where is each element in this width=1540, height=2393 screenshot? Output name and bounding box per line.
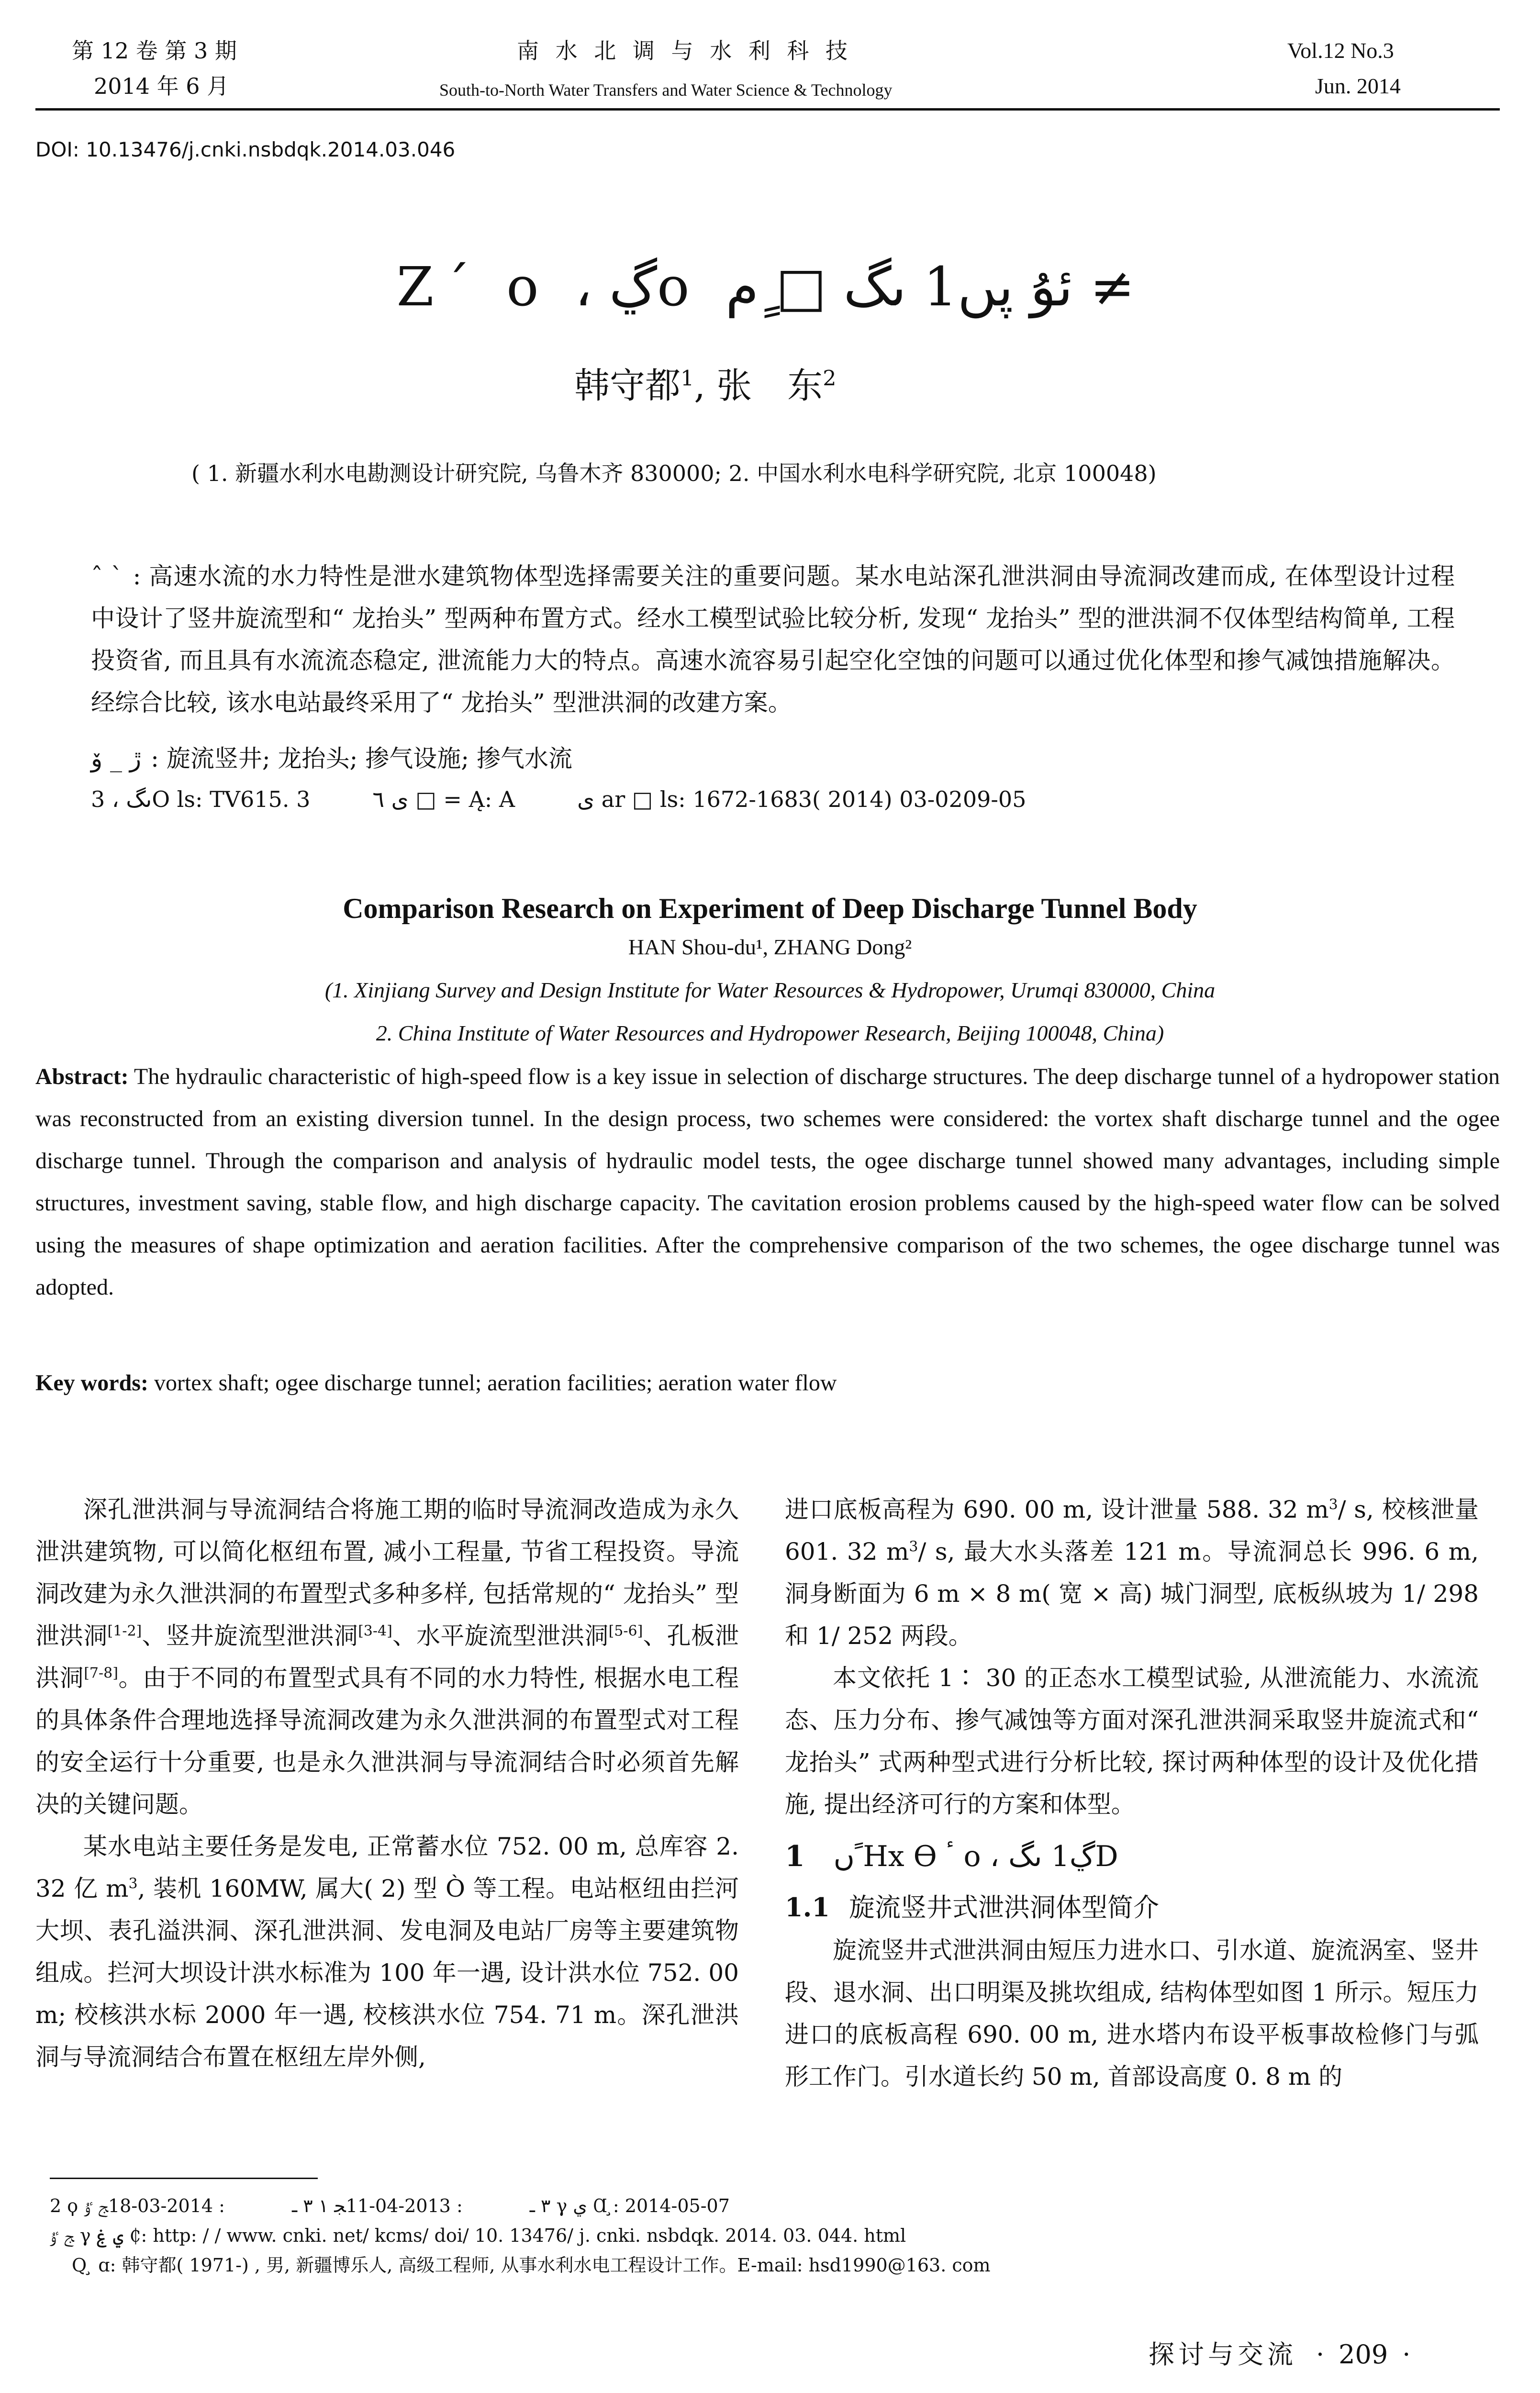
body-right-column (785, 1488, 1479, 2098)
authors-cn (574, 362, 837, 410)
english-title: Comparison Research on Experiment of Deep Discharge Tunnel Body (343, 893, 1197, 924)
section-1-heading (785, 1830, 1479, 1883)
footnote-label: ﺞ ﯝ γ ي ۼ ₵ (50, 2225, 141, 2246)
keywords-cn-text: : 旋流竖井; 龙抬头; 掺气设施; 掺气水流 (151, 745, 573, 772)
footnote-label: ﺞ ﯝ γ ي Ɑ ̧ (84, 2195, 613, 2216)
author-1-sup: 1 (681, 366, 694, 391)
journal-title-cn: 南 水 北 调 与 水 利 科 技 (517, 38, 852, 64)
english-affiliation-2: 2. China Institute of Water Resources and Hydropower Research, Beijing 100048, China) (376, 1021, 1164, 1045)
footnote-text: : 2014-05-07 (613, 2195, 730, 2216)
classification-line (91, 780, 1026, 818)
body-left-column (35, 1488, 739, 2078)
citation: [5-6] (608, 1622, 643, 1640)
body-text: 、孔板泄洪洞 (35, 1622, 739, 1692)
body-paragraph-5: 旋流竖井式泄洪洞由短压力进水口、引水道、旋流涡室、竖井段、退水洞、出口明渠及挑坎组成, 结构体型如图 1 所示。短压力进口的底板高程 690. 00 m, 进水塔内布设平板事故检修门与弧形工作门。引水道长约 50 m, 首部设高度 0. 8 m 的 (785, 1936, 1479, 2091)
footnote-label: 2 ϙ ٣ ـ (50, 2195, 551, 2216)
body-text: / s, 校核泄量 601. 32 m (785, 1496, 1479, 1566)
citation: [1-2] (107, 1622, 142, 1640)
header-rule (35, 108, 1500, 111)
journal-date: 2014 年 6 月 (94, 73, 229, 99)
section-number: 1 (785, 1840, 805, 1873)
abstract-cn-label: ˆ ˋ (91, 562, 123, 590)
article-id-label: ى ar □ ls (577, 786, 679, 812)
author-sep: , (694, 365, 717, 406)
footnote-rule (50, 2178, 318, 2179)
doc-code-label: ى ٦ □ = Ą (372, 786, 485, 812)
superscript: 3 (128, 1875, 138, 1892)
body-text: 深孔泄洪洞与导流洞结合将施工期的临时导流洞改造成为永久泄洪建筑物, 可以简化枢纽布置, 减小工程量, 节省工程投资。导流洞改建为永久泄洪洞的布置型式多种多样, 包括常规的“ 龙抬头” 型泄洪洞 (35, 1496, 739, 1650)
body-paragraph-4: 本文依托 1∶ 30 的正态水工模型试验, 从泄流能力、水流流态、压力分布、掺气减蚀等方面对深孔泄洪洞采取竖井旋流式和“ 龙抬头” 式两种型式进行分析比较, 探讨两种体型的设计及优化措施, 提出经济可行的方案和体型。 (785, 1664, 1479, 1818)
body-text: 、竖井旋流型泄洪洞 (142, 1622, 358, 1650)
footnote-url (50, 2221, 906, 2250)
english-authors: HAN Shou-du¹, ZHANG Dong² (628, 935, 912, 959)
affiliation-cn: ( 1. 新疆水利水电勘测设计研究院, 乌鲁木齐 830000; 2. 中国水利水电科学研究院, 北京 100048) (191, 460, 1157, 486)
doc-code-value: : A (484, 786, 515, 812)
body-text: , 装机 160MW, 属大( 2) 型 Ò 等工程。电站枢纽由拦河大坝、表孔溢洪洞、深孔泄洪洞、发电洞及电站厂房等主要建筑物组成。拦河大坝设计洪水标准为 100 年一遇, 设计洪水位 752. 00 m; 校核洪水标 2000 年一遇, 校核洪水位 754. 71 m。深孔泄洪洞与导流洞结合布置在枢纽左岸外侧, (35, 1875, 739, 2071)
keywords-cn (91, 739, 572, 778)
keywords-en (35, 1364, 837, 1402)
keywords-cn-label: ڙ _ ۆ (91, 745, 142, 772)
footnote-author-bio (72, 2250, 991, 2280)
journal-volume: 第 12 卷 第 3 期 (72, 38, 237, 64)
author-1: 韩守都 (574, 365, 681, 406)
page-number: 209 (1339, 2339, 1388, 2370)
subsection-number: 1.1 (785, 1892, 830, 1923)
subsection-title: 旋流竖井式泄洪洞体型简介 (848, 1892, 1159, 1923)
body-text: 某水电站主要任务是发电, 正常蓄水位 752. 00 m, 总库容 2. 32 亿 m (35, 1833, 739, 1902)
citation: [7-8] (84, 1665, 118, 1682)
footnote-label: ﺠ ۱ ٣ ـ (291, 2195, 346, 2216)
abstract-en-text: The hydraulic characteristic of high-speed flow is a key issue in selection of discharge structures. The deep discharge tunnel of a hydropower station was reconstructed from an existing diversion tunnel. In the design process, two schemes were considered: the vortex shaft discharge tunnel and the ogee discharge tunnel. Through the comparison and analysis of hydraulic model tests, the ogee discharge tunnel showed many advantages, including simple structures, investment saving, stable flow, and high discharge capacity. The cavitation erosion problems caused by the high-speed water flow can be solved using the measures of shape optimization and aeration facilities. After the comprehensive comparison of the two schemes, the ogee discharge tunnel was adopted. (35, 1064, 1500, 1300)
footnote-text: : 韩守都( 1971-) , 男, 新疆博乐人, 高级工程师, 从事水利水电工程设计工作。E-mail: hsd1990@163. com (110, 2255, 991, 2276)
footer-section: 探讨与交流 (1149, 2339, 1297, 2370)
author-2: 张 东 (716, 365, 823, 406)
footnote-link: : http: / / www. cnki. net/ kcms/ doi/ 10. 13476/ j. cnki. nsbdqk. 2014. 03. 044. html (141, 2225, 906, 2246)
superscript: 3 (1328, 1496, 1338, 1513)
paper-title-garbled: Ζ´ ο ، ڲο ئۇ پں1 ںگ □ ٍم ≠ (396, 256, 1135, 318)
body-text: 进口底板高程为 690. 00 m, 设计泄量 588. 32 m (785, 1496, 1329, 1523)
author-2-sup: 2 (823, 366, 837, 391)
journal-title-en: South-to-North Water Transfers and Water Science & Technology (439, 80, 893, 100)
body-text: 、水平旋流型泄洪洞 (392, 1622, 609, 1650)
body-paragraph-1 (35, 1488, 739, 1825)
keywords-en-label: Key words: (35, 1370, 148, 1396)
body-text: / s, 最大水头落差 121 m。导流洞总长 996. 6 m, 洞身断面为 6 m × 8 m( 宽 × 高) 城门洞型, 底板纵坡为 1/ 298 和 1/ 252 两段。 (785, 1538, 1479, 1650)
keywords-en-text: vortex shaft; ogee discharge tunnel; aeration facilities; aeration water flow (148, 1370, 837, 1396)
footnote-text: : 2014-03-18 (108, 2195, 225, 2216)
english-affiliation-1: (1. Xinjiang Survey and Design Institute for Water Resources & Hydropower, Urumqi 830000, China (324, 978, 1216, 1002)
superscript: 3 (909, 1538, 918, 1555)
body-paragraph-3 (785, 1488, 1479, 1657)
article-id-value: : 1672-1683( 2014) 03-0209-05 (678, 786, 1027, 812)
journal-date-en: Jun. 2014 (1315, 74, 1401, 98)
section-title: ں ًHx Ѳ ٴ ο ، ڲ1 ںگD (833, 1840, 1118, 1873)
body-text: 。由于不同的布置型式具有不同的水力特性, 根据水电工程的具体条件合理地选择导流洞改建为永久泄洪洞的布置型式对工程的安全运行十分重要, 也是永久泄洪洞与导流洞结合时必须首先解决的关键问题。 (35, 1664, 739, 1818)
citation: [3-4] (358, 1622, 392, 1640)
journal-volume-en: Vol.12 No.3 (1287, 38, 1394, 63)
abstract-cn-text: : 高速水流的水力特性是泄水建筑物体型选择需要关注的重要问题。某水电站深孔泄洪洞由导流洞改建而成, 在体型设计过程中设计了竖井旋流型和“ 龙抬头” 型两种布置方式。经水工模型试验比较分析, 发现“ 龙抬头” 型的泄洪洞不仅体型结构简单, 工程投资省, 而且具有水流流态稳定, 泄流能力大的特点。高速水流容易引起空化空蚀的问题可以通过优化体型和掺气减蚀措施解决。经综合比较, 该水电站最终采用了“ 龙抬头” 型泄洪洞的改建方案。 (91, 562, 1455, 716)
abstract-en-label: Abstract: (35, 1064, 129, 1089)
page-footer (1149, 2336, 1410, 2374)
footnote-dates (50, 2191, 730, 2221)
clc-value: : TV615. 3 (195, 786, 311, 812)
section-1-1-heading (785, 1886, 1479, 1929)
abstract-cn (91, 555, 1455, 724)
footnote-label: Q ̧ ɑ (72, 2255, 110, 2276)
clc-label: 3 ، ںگO ls (91, 786, 195, 812)
footer-bullet: · (1316, 2339, 1325, 2370)
footer-bullet: · (1402, 2339, 1411, 2370)
doi: DOI: 10.13476/j.cnki.nsbdqk.2014.03.046 (35, 138, 456, 161)
footnote-text: : 2013-04-11 (346, 2195, 463, 2216)
body-paragraph-2 (35, 1825, 739, 2078)
abstract-en (35, 1056, 1500, 1308)
